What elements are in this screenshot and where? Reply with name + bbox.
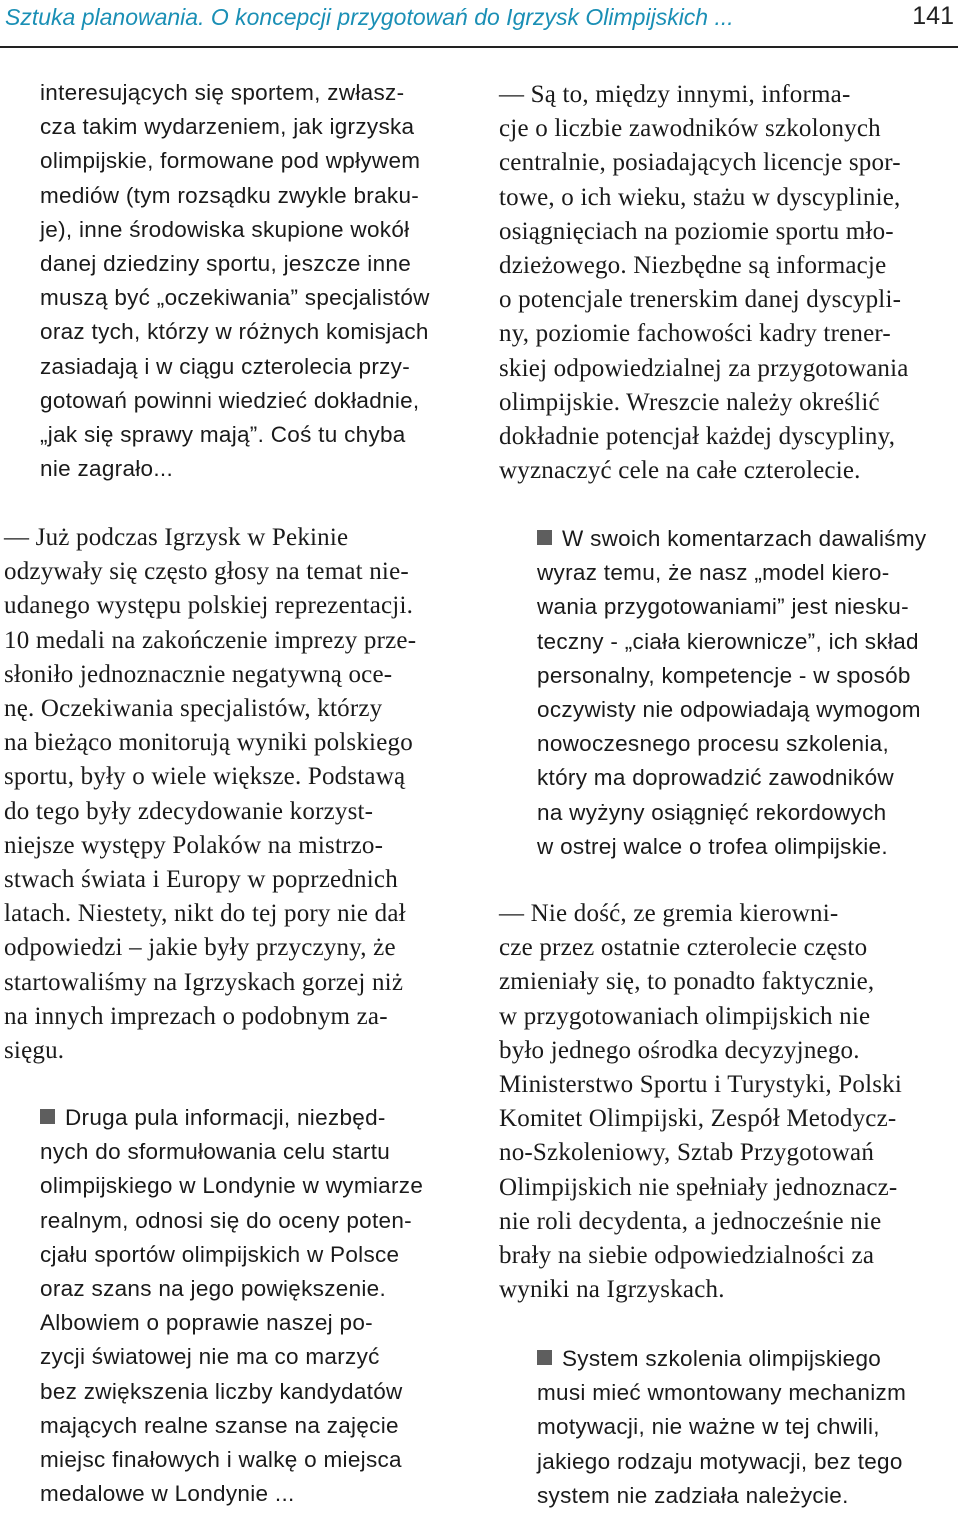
left-paragraph-2: — Już podczas Igrzysk w Pekinie odzywały się często głosy na temat nie- udanego występu polskiej reprezentacji. 10 medali na zakończenie imprezy prze- słoniło jednoznacznie negatywną oce- nę. Oczekiwania specjalistów, którzy na bieżąco monitorują wyniki polskiego sportu, były o wiele większe. Podstawą do tego były zdecydowanie korzyst- niejsze występy Polaków na mistrzo- stwach świata i Europy w poprzednich latach. Niestety, nikt do tej pory nie dał odpowiedzi – jakie były przyczyny, że startowaliśmy na Igrzyskach gorzej niż na innych imprezach o podobnym za- sięgu.: [4, 524, 417, 1065]
right-paragraph-1: — Są to, między innymi, informa- cje o liczbie zawodników szkolonych centralnie, posiadających licencje spor- towe, o ich wieku, stażu w dyscyplinie, osiągnięciach na poziomie sportu mło- dzieżowego. Niezbędne są informacje o potencjale trenerskim danej dyscypli- ny, poziomie fachowości kadry trener- skiej odpowiedzialnej za przygotowania olimpijskie. Wreszcie należy określić dokładnie potencjał każdej dyscypliny, wyznaczyć cele na całe czterolecie.: [499, 81, 909, 485]
left-paragraph-3-text: Druga pula informacji, niezbęd- nych do sformułowania celu startu olimpijskiego w Londynie w wymiarze realnym, odnosi się do oceny poten- cjału sportów olimpijskich w Polsce oraz szans na jego powiększenie. Albowiem o poprawie naszej po- zycji światowej nie ma co marzyć bez zwiększenia liczby kandydatów mających realne szanse na zajęcie miejsc finałowych i walkę o miejsca medalowe w Londynie ...: [40, 1105, 424, 1507]
right-paragraph-2: [537, 522, 960, 864]
square-bullet-icon: [537, 1350, 552, 1365]
left-paragraph-3: [40, 1101, 465, 1511]
right-paragraph-2-text: W swoich komentarzach dawaliśmy wyraz temu, że nasz „model kiero- wania przygotowaniami” jest niesku- teczny - „ciała kierownicze”, ich skład personalny, kompetencje - w sposób oczywisty nie odpowiadają wymogom nowoczesnego procesu szkolenia, który ma doprowadzić zawodników na wyżyny osiągnięć rekordowych w ostrej walce o trofea olimpijskie.: [537, 526, 927, 859]
left-paragraph-1: interesujących się sportem, zwłasz- cza takim wydarzeniem, jak igrzyska olimpijskie, formowane pod wpływem mediów (tym rozsądku zwykle braku- je), inne środowiska skupione wokół danej dziedziny sportu, jeszcze inne muszą być „oczekiwania” specjalistów oraz tych, którzy w różnych komisjach zasiadają i w ciągu czterolecia przy- gotowań powinni wiedzieć dokładnie, „jak się sprawy mają”. Coś tu chyba nie zagrało...: [40, 80, 430, 482]
running-title: Sztuka planowania. O koncepcji przygotowań do Igrzysk Olimpijskich ...: [5, 4, 734, 30]
right-paragraph-4: [537, 1342, 960, 1513]
page-number: 141: [912, 2, 954, 30]
page-header: [0, 0, 958, 48]
right-paragraph-4-text: System szkolenia olimpijskiego musi mieć wmontowany mechanizm motywacji, nie ważne w tej chwili, jakiego rodzaju motywacji, bez tego system nie zadziała należycie.: [537, 1346, 907, 1508]
square-bullet-icon: [40, 1109, 55, 1124]
right-paragraph-3: — Nie dość, ze gremia kierowni- cze przez ostatnie czterolecie często zmieniały się, to ponadto faktycznie, w przygotowaniach olimpijskich nie było jednego ośrodka decyzyjnego. Ministerstwo Sportu i Turystyki, Polski Komitet Olimpijski, Zespół Metodycz- no-Szkoleniowy, Sztab Przygotowań Olimpijskich nie spełniały jednoznacz- nie roli decydenta, a jednocześnie nie brały na siebie odpowiedzialności za wyniki na Igrzyskach.: [499, 900, 903, 1304]
square-bullet-icon: [537, 530, 552, 545]
